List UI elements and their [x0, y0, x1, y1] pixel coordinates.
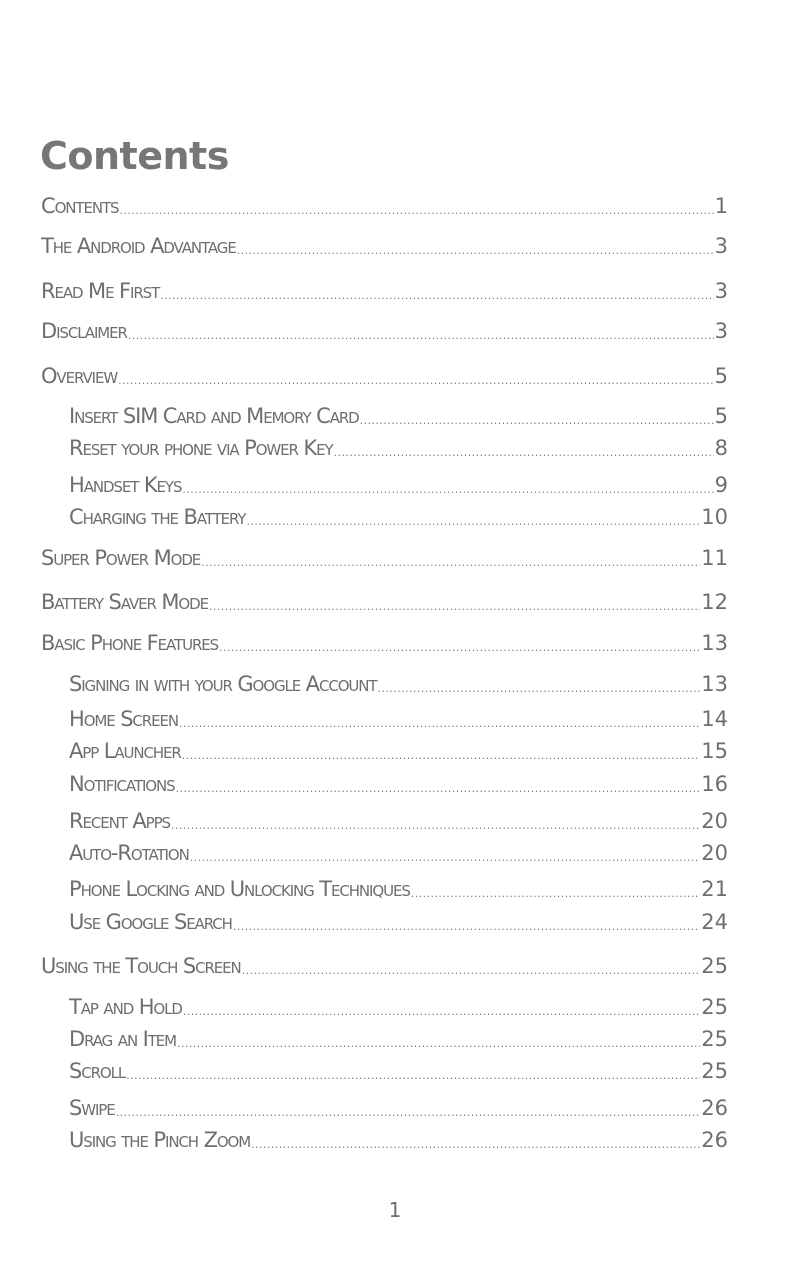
toc-entry-label: Charging the Battery [69, 505, 246, 529]
toc-entry-page: 24 [701, 910, 728, 934]
toc-entry-touch-screen[interactable] [41, 953, 728, 979]
dot-leader [237, 243, 714, 259]
toc-entry-page: 16 [701, 772, 728, 796]
toc-entry-android-advantage[interactable] [41, 233, 728, 259]
toc-entry-page: 12 [701, 590, 728, 614]
toc-entry-scroll[interactable] [69, 1058, 728, 1084]
dot-leader [171, 818, 700, 834]
toc-entry-label: Handset Keys [69, 473, 182, 497]
toc-entry-page: 13 [701, 631, 728, 655]
toc-entry-label: Contents [41, 194, 119, 218]
toc-entry-contents[interactable] [41, 193, 728, 219]
toc-entry-label: Home Screen [69, 707, 178, 731]
toc-entry-page: 9 [714, 473, 728, 497]
toc-entry-label: Auto-Rotation [69, 841, 189, 865]
toc-entry-page: 3 [714, 319, 728, 343]
toc-entry-label: Tap and Hold [69, 995, 182, 1019]
toc-entry-label: Basic Phone Features [41, 631, 219, 655]
toc-entry-overview[interactable] [41, 363, 728, 389]
dot-leader [360, 413, 714, 429]
dot-leader [116, 1105, 701, 1121]
toc-entry-read-me-first[interactable] [41, 278, 728, 304]
toc-entry-label: Drag an Item [69, 1027, 177, 1051]
toc-entry-label: Super Power Mode [41, 546, 201, 570]
toc-entry-label: Scroll [69, 1059, 126, 1083]
toc-entry-page: 5 [714, 404, 728, 428]
toc-entry-label: Disclaimer [41, 319, 127, 343]
page-number: 1 [388, 1198, 402, 1222]
dot-leader [128, 328, 714, 344]
toc-entry-page: 3 [714, 279, 728, 303]
dot-leader [118, 373, 714, 389]
toc-entry-page: 15 [701, 739, 728, 763]
toc-entry-charging-battery[interactable] [69, 504, 728, 530]
toc-entry-page: 25 [701, 1059, 728, 1083]
dot-leader [209, 599, 700, 615]
toc-entry-label: Signing in with your Google Account [69, 672, 377, 696]
toc-entry-label: Read Me First [41, 279, 160, 303]
toc-entry-page: 25 [701, 954, 728, 978]
toc-entry-page: 3 [714, 234, 728, 258]
toc-entry-label: Reset your phone via Power Key [69, 436, 333, 460]
toc-entry-phone-locking[interactable] [69, 876, 728, 902]
toc-entry-label: Recent Apps [69, 809, 170, 833]
toc-entry-disclaimer[interactable] [41, 318, 728, 344]
toc-entry-drag-an-item[interactable] [69, 1026, 728, 1052]
dot-leader [377, 681, 700, 697]
toc-entry-signing-in-google[interactable] [69, 671, 728, 697]
toc-entry-page: 26 [701, 1096, 728, 1120]
page-title: Contents [40, 134, 229, 178]
toc-entry-page: 26 [701, 1128, 728, 1152]
dot-leader [119, 203, 713, 219]
dot-leader [183, 1004, 700, 1020]
toc-entry-label: Battery Saver Mode [41, 590, 208, 614]
toc-entry-page: 20 [701, 809, 728, 833]
dot-leader [176, 781, 701, 797]
dot-leader [190, 850, 701, 866]
dot-leader [219, 640, 700, 656]
toc-entry-page: 25 [701, 1027, 728, 1051]
toc-entry-label: App Launcher [69, 739, 181, 763]
toc-entry-page: 1 [714, 194, 728, 218]
toc-entry-page: 14 [701, 707, 728, 731]
toc-entry-page: 8 [714, 436, 728, 460]
toc-entry-page: 20 [701, 841, 728, 865]
dot-leader [179, 716, 700, 732]
dot-leader [246, 514, 700, 530]
dot-leader [233, 919, 700, 935]
toc-entry-tap-and-hold[interactable] [69, 994, 728, 1020]
toc-entry-label: Swipe [69, 1096, 115, 1120]
dot-leader [201, 555, 700, 571]
dot-leader [242, 963, 701, 979]
dot-leader [177, 1036, 700, 1052]
dot-leader [160, 288, 713, 304]
toc-entry-notifications[interactable] [69, 771, 728, 797]
toc-entry-label: Notifications [69, 772, 175, 796]
toc-entry-label: Overview [41, 364, 118, 388]
toc-entry-page: 11 [701, 546, 728, 570]
toc-entry-page: 21 [701, 877, 728, 901]
toc-entry-label: The Android Advantage [41, 234, 236, 258]
dot-leader [251, 1137, 700, 1153]
toc-entry-battery-saver-mode[interactable] [41, 589, 728, 615]
dot-leader [334, 445, 714, 461]
toc-entry-insert-sim[interactable] [69, 403, 728, 429]
toc-entry-app-launcher[interactable] [69, 738, 728, 764]
toc-entry-label: Using the Touch Screen [41, 954, 241, 978]
toc-entry-handset-keys[interactable] [69, 472, 728, 498]
toc-entry-home-screen[interactable] [69, 706, 728, 732]
toc-entry-page: 13 [701, 672, 728, 696]
dot-leader [411, 886, 701, 902]
toc-entry-label: Use Google Search [69, 910, 232, 934]
toc-entry-label: Phone Locking and Unlocking Techniques [69, 877, 410, 901]
toc-entry-pinch-zoom[interactable] [69, 1127, 728, 1153]
toc-entry-page: 25 [701, 995, 728, 1019]
toc-entry-basic-phone-features[interactable] [41, 630, 728, 656]
toc-entry-label: Insert SIM Card and Memory Card [69, 404, 359, 428]
toc-entry-swipe[interactable] [69, 1095, 728, 1121]
toc-entry-label: Using the Pinch Zoom [69, 1128, 251, 1152]
toc-entry-auto-rotation[interactable] [69, 840, 728, 866]
toc-entry-google-search[interactable] [69, 909, 728, 935]
toc-entry-super-power-mode[interactable] [41, 545, 728, 571]
toc-entry-page: 5 [714, 364, 728, 388]
toc-entry-reset-phone[interactable] [69, 435, 728, 461]
dot-leader [182, 748, 701, 764]
toc-entry-recent-apps[interactable] [69, 808, 728, 834]
toc-entry-page: 10 [701, 505, 728, 529]
dot-leader [126, 1068, 700, 1084]
dot-leader [182, 482, 713, 498]
